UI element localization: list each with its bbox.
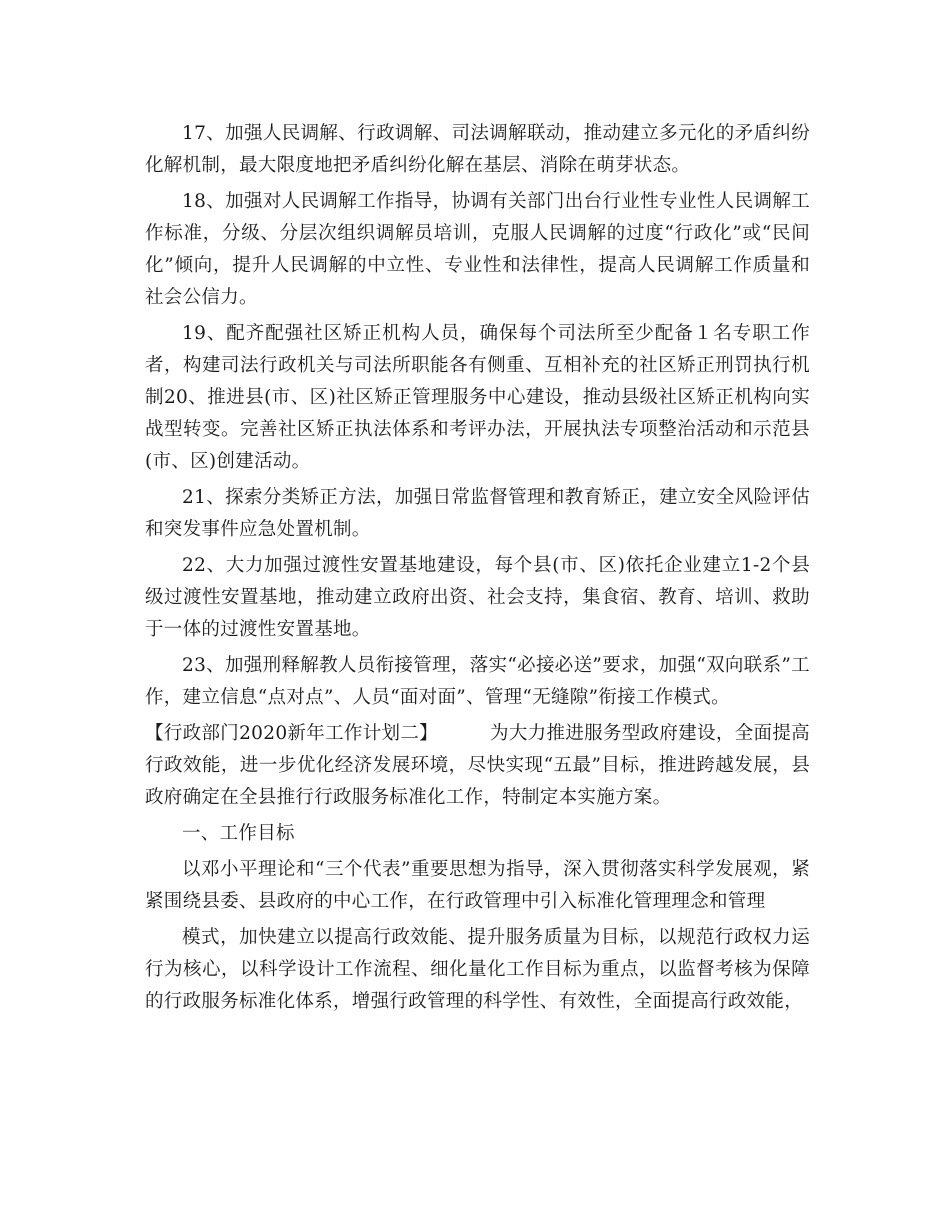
paragraph-item-18: 18、加强对人民调解工作指导，协调有关部门出台行业性专业性人民调解工作标准，分级、分层次组织调解员培训，克服人民调解的过度“行政化”或“民间化”倾向，提升人民调解的中立性、专业性和法律性，提高人民调解工作质量和社会公信力。 — [145, 191, 810, 308]
paragraph-item-23: 23、加强刑释解教人员衔接管理，落实“必接必送”要求，加强“双向联系”工作，建立信息“点对点”、人员“面对面”、管理“无缝隙”衔接工作模式。 — [145, 655, 810, 708]
section-heading: 一、工作目标 — [182, 823, 295, 844]
plan-two-intro: 为大力推进服务型政府建设，全面提高行政效能，进一步优化经济发展环境，尽快实现“五最”目标，推进跨越发展，县政府确定在全县推行行政服务标准化工作，特制定本实施方案。 — [145, 723, 810, 808]
goal-paragraph-1: 以邓小平理论和“三个代表”重要思想为指导，深入贯彻落实科学发展观，紧紧围绕县委、县政府的中心工作，在行政管理中引入标准化管理理念和管理 — [145, 859, 810, 912]
paragraph-item-19: 19、配齐配强社区矫正机构人员，确保每个司法所至少配备１名专职工作者，构建司法行政机关与司法所职能各有侧重、互相补充的社区矫正刑罚执行机制20、推进县(市、区)社区矫正管理服务中心建设，推动县级社区矫正机构向实战型转变。完善社区矫正执法体系和考评办法，开展执法专项整治活动和示范县(市、区)创建活动。 — [145, 323, 810, 472]
paragraph-item-22: 22、大力加强过渡性安置基地建设，每个县(市、区)依托企业建立1-2个县级过渡性安置基地，推动建立政府出资、社会支持，集食宿、教育、培训、救助于一体的过渡性安置基地。 — [145, 555, 810, 640]
plan-two-paragraph — [145, 718, 810, 814]
document-body — [145, 118, 810, 1022]
paragraph-item-17: 17、加强人民调解、行政调解、司法调解联动，推动建立多元化的矛盾纠纷化解机制，最大限度地把矛盾纠纷化解在基层、消除在萌芽状态。 — [145, 123, 810, 176]
paragraph-item-21: 21、探索分类矫正方法，加强日常监督管理和教育矫正，建立安全风险评估和突发事件应急处置机制。 — [145, 487, 810, 540]
plan-two-title: 【行政部门2020新年工作计划二】 — [145, 723, 438, 744]
goal-paragraph-2: 模式，加快建立以提高行政效能、提升服务质量为目标，以规范行政权力运行为核心，以科学设计工作流程、细化量化工作目标为重点，以监督考核为保障的行政服务标准化体系，增强行政管理的科学性、有效性，全面提高行政效能， — [145, 927, 810, 1012]
